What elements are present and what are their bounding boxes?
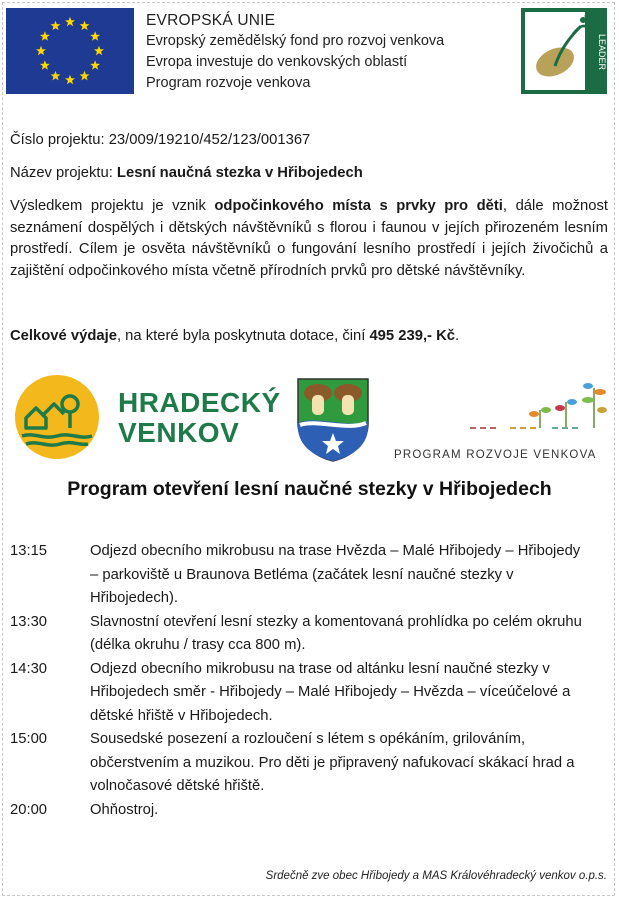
- project-name: [10, 163, 608, 185]
- hradecky-venkov-name: [118, 388, 281, 448]
- footer-invitation: Srdečně zve obec Hřibojedy a MAS Královéhradecký venkov o.p.s.: [265, 870, 607, 882]
- schedule-item: [10, 728, 610, 799]
- schedule-time: 14:30: [10, 660, 48, 677]
- cost-end: .: [455, 328, 460, 344]
- program-rozvoje-venkova-label: PROGRAM ROZVOJE VENKOVA: [394, 449, 597, 461]
- project-number-label: Číslo projektu:: [10, 132, 109, 148]
- project-description: [10, 196, 608, 282]
- cost-label: Celkové výdaje: [10, 328, 117, 344]
- hv-line-1: HRADECKÝ: [118, 387, 281, 418]
- leader-logo-icon: [521, 8, 607, 94]
- schedule-item: [10, 799, 610, 823]
- schedule-text: Sousedské posezení a rozloučení s létem s opékáním, grilováním, občerstvením a muzikou. Pro děti je připravený nafukovací skákací hrad a volnočasové dětské hřiště.: [90, 731, 575, 794]
- project-name-value: Lesní naučná stezka v Hřibojedech: [116, 165, 363, 181]
- schedule-text: Ohňostroj.: [90, 801, 159, 818]
- project-number: [10, 130, 608, 152]
- eu-title: EVROPSKÁ UNIE: [146, 12, 276, 29]
- hradecky-venkov-logo-icon: [14, 374, 100, 460]
- cost-value: 495 239,- Kč: [369, 328, 456, 344]
- schedule-time: 13:15: [10, 543, 48, 559]
- eu-header-text: [146, 10, 444, 94]
- coat-of-arms-icon: [296, 377, 370, 463]
- schedule-item: [10, 540, 610, 611]
- schedule-item: [10, 611, 610, 658]
- eu-line-1: Evropský zemědělský fond pro rozvoj venkova: [146, 33, 445, 49]
- project-number-value: 23/009/19210/452/123/001367: [108, 132, 311, 148]
- program-title: Program otevření lesní naučné stezky v Hřibojedech: [67, 478, 552, 500]
- eu-flag-icon: [6, 8, 134, 94]
- eu-line-3: Program rozvoje venkova: [146, 75, 311, 91]
- schedule-item: [10, 658, 610, 729]
- cost-text: , na které byla poskytnuta dotace, činí: [116, 328, 370, 344]
- schedule-text: Odjezd obecního mikrobusu na trase od altánku lesní naučné stezky v Hřibojedech směr - Hřibojedy – Malé Hřibojedy – Hvězda – víceúčelové a dětské hřiště v Hřibojedech.: [90, 660, 571, 724]
- schedule-time: 20:00: [10, 801, 48, 818]
- description-text-1: Výsledkem projektu je vznik: [10, 198, 215, 214]
- description-bold: odpočinkového místa s prvky pro děti: [214, 198, 503, 214]
- eu-line-2: Evropa investuje do venkovských oblastí: [146, 54, 408, 70]
- schedule-list: [10, 540, 610, 822]
- program-rozvoje-venkova-graphic-icon: [470, 380, 610, 432]
- hv-line-2: VENKOV: [118, 417, 240, 448]
- schedule-text: Slavnostní otevření lesní stezky a komentovaná prohlídka po celém okruhu (délka okruhu / trasy cca 800 m).: [90, 613, 582, 653]
- schedule-time: 13:30: [10, 613, 48, 630]
- description-text-2: , dále možnost seznámení dospělých i dětských návštěvníků s florou i faunou v jejích přirozeném lesním prostředí. Cílem je osvěta návštěvníků o fungování lesního prostředí i jejích živočichů a zajištění odpočinkového místa včetně přírodních prvků pro dětské návštěvníky.: [10, 198, 609, 279]
- schedule-text: Odjezd obecního mikrobusu na trase Hvězda – Malé Hřibojedy – Hřibojedy – parkoviště u Braunova Betléma (začátek lesní naučné stezky v Hřibojedech).: [90, 543, 581, 606]
- leader-label: LEADER: [597, 33, 607, 71]
- total-cost: [10, 326, 608, 348]
- project-name-label: Název projektu:: [10, 165, 117, 181]
- schedule-time: 15:00: [10, 731, 48, 747]
